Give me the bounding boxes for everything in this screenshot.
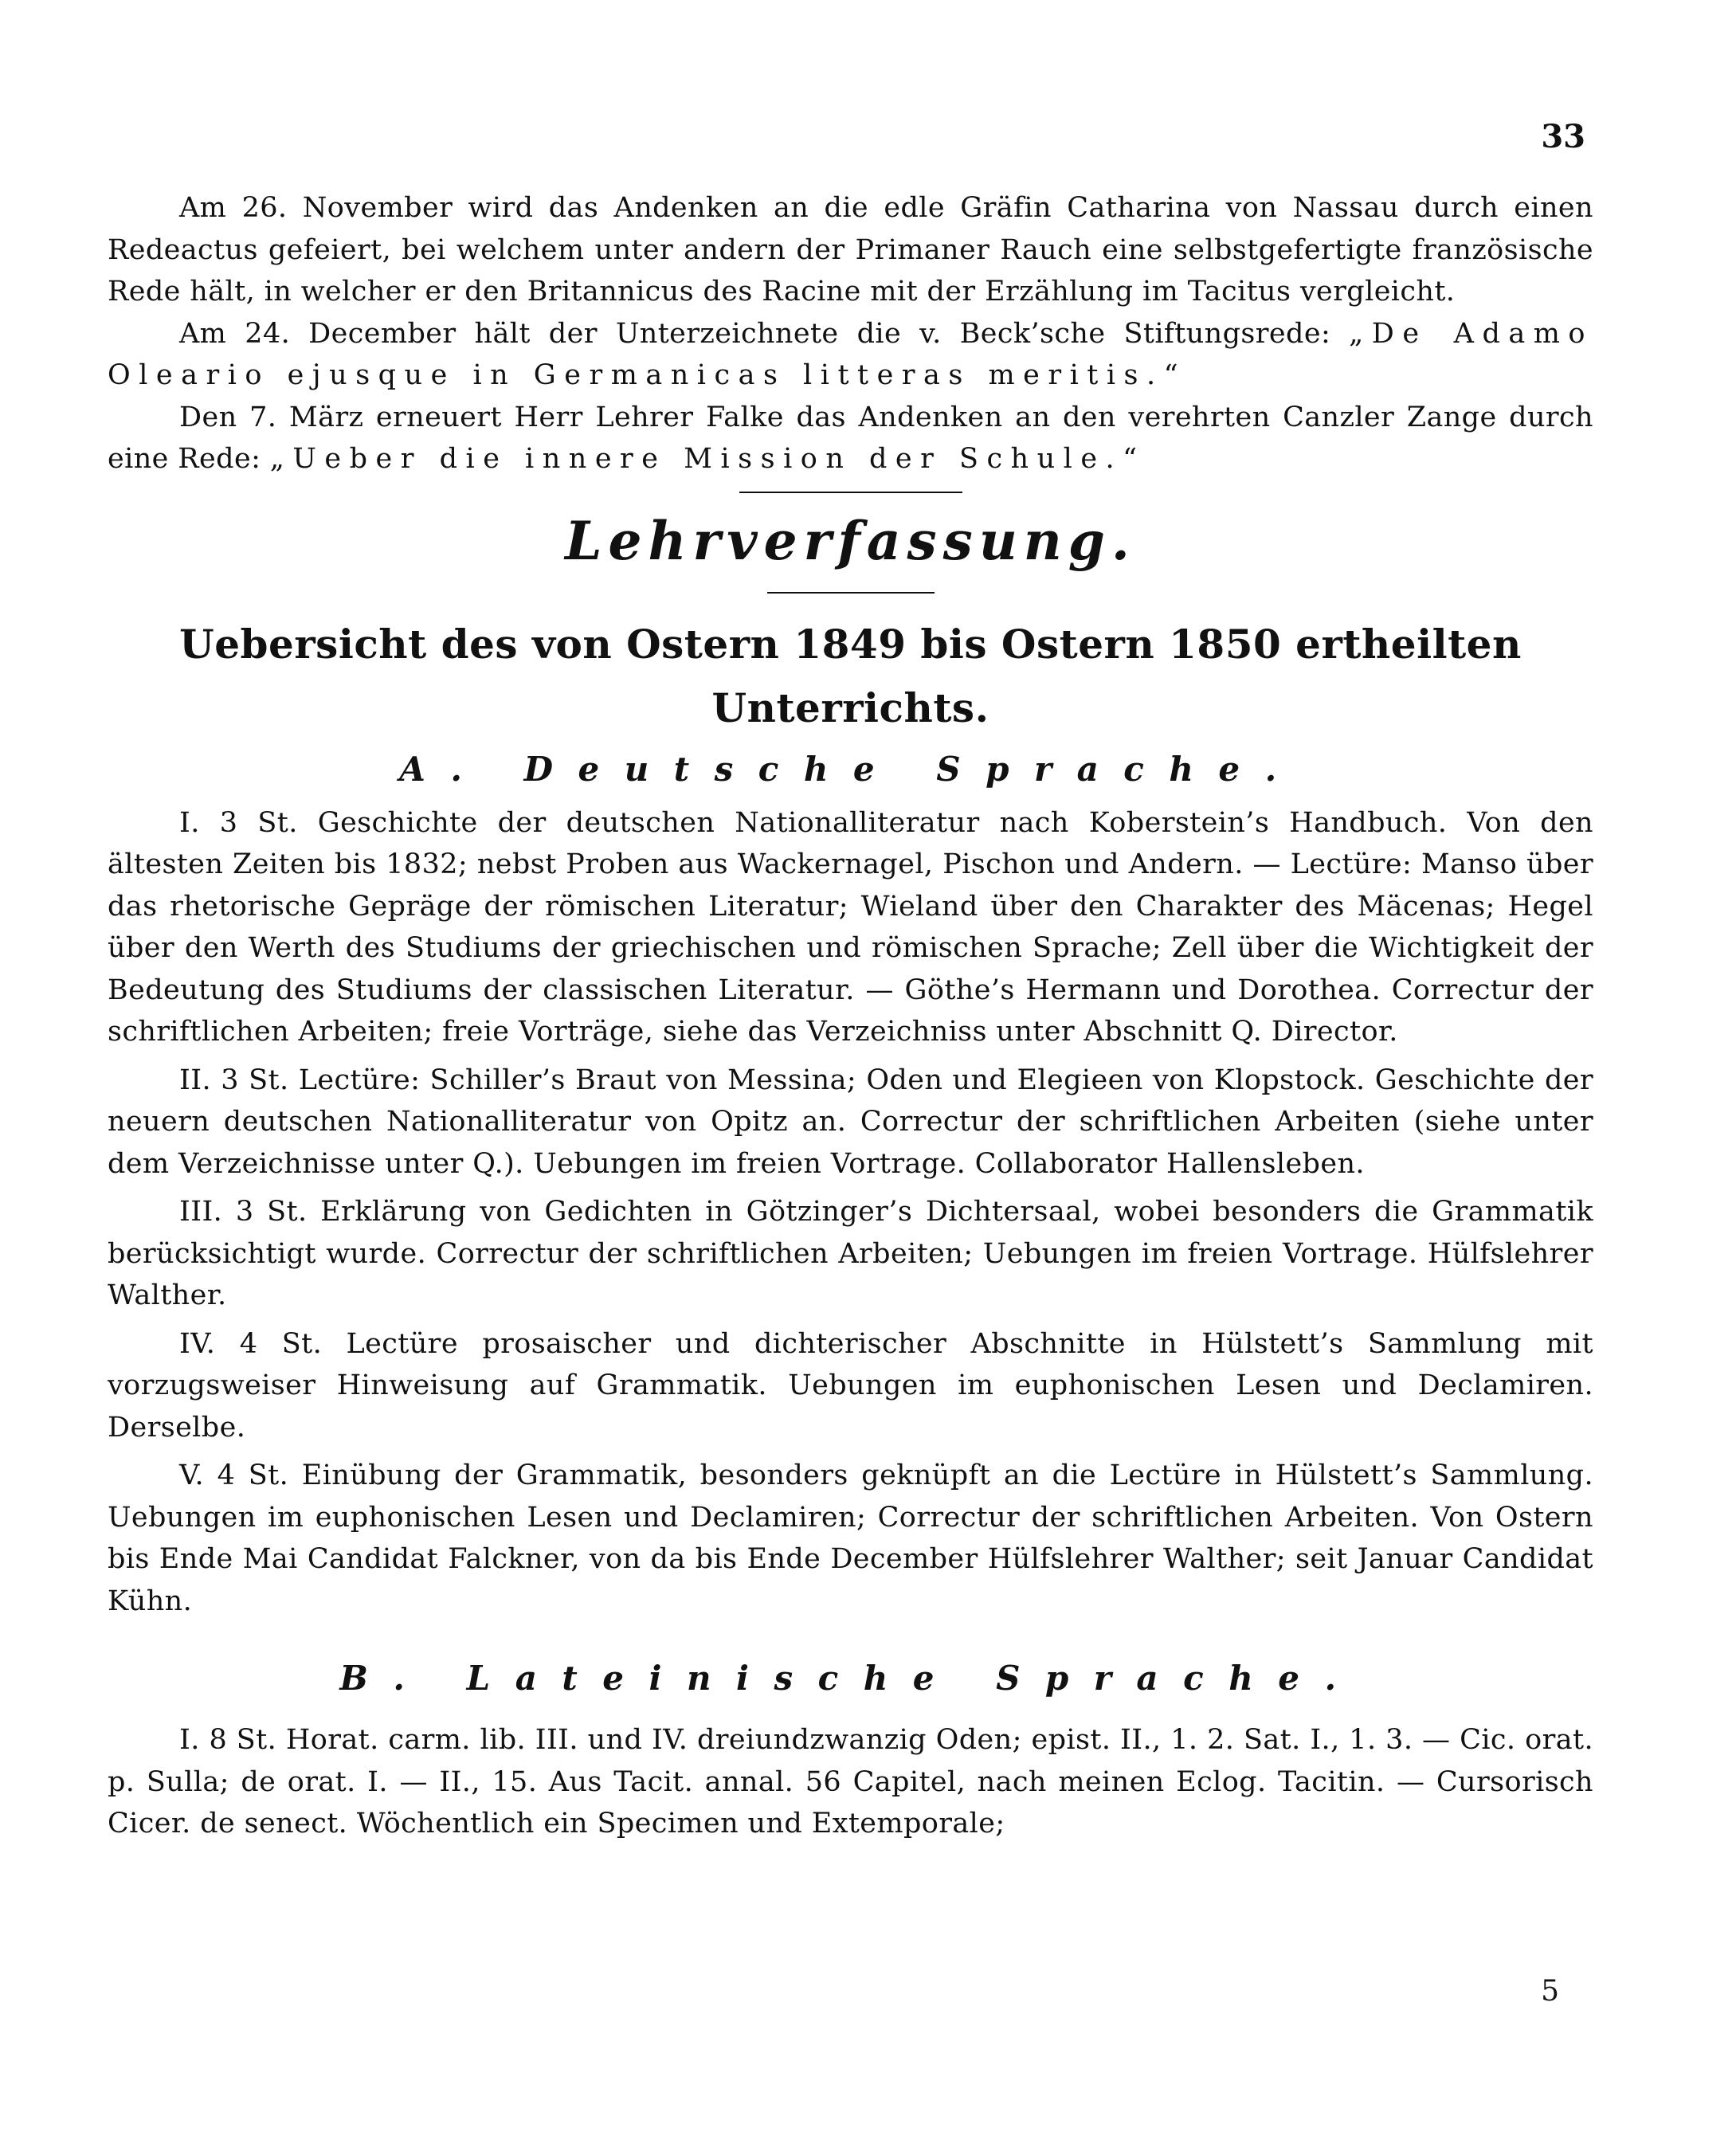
intro-paragraph: Am 24. December hält der Unterzeichnete die v. Beck’sche Stiftungsrede: „De Adamo Oleario ejusque in Germanicas litteras meritis.“ — [108, 317, 1593, 391]
section-a-body — [108, 802, 1593, 1623]
course-paragraph: III. 3 St. Erklärung von Gedichten in Götzinger’s Dichtersaal, wobei besonders die Grammatik berücksichtigt wurde. Correctur der schriftlichen Arbeiten; Uebungen im freien Vortrage. Hülfslehrer Walther. — [108, 1196, 1593, 1311]
course-paragraph: I. 8 St. Horat. carm. lib. III. und IV. dreiundzwanzig Oden; epist. II., 1. 2. Sat. I., 1. 3. — Cic. orat. p. Sulla; de orat. I. — II., 15. Aus Tacit. annal. 56 Capitel, nach meinen Eclog. Tacitin. — Cursorisch Cicer. de senect. Wöchentlich ein Specimen und Extemporale; — [108, 1724, 1593, 1840]
divider-rule — [739, 492, 962, 493]
spaced-title: „De Adamo Oleario ejusque in Germanicas litteras meritis.“ — [108, 317, 1593, 391]
course-paragraph: V. 4 St. Einübung der Grammatik, besonders geknüpft an die Lectüre in Hülstett’s Sammlung. Uebungen im euphonischen Lesen und Declamiren; Correctur der schriftlichen Arbeiten. Von Ostern bis Ende Mai Candidat Falckner, von da bis Ende December Hülfslehrer Walther; seit Januar Candidat Kühn. — [108, 1459, 1593, 1617]
course-paragraph: IV. 4 St. Lectüre prosaischer und dichterischer Abschnitte in Hülstett’s Sammlung mit vorzugsweiser Hinweisung auf Grammatik. Uebungen im euphonischen Lesen und Declamiren. Derselbe. — [108, 1327, 1593, 1444]
page-content — [108, 187, 1593, 1845]
intro-paragraph: Am 26. November wird das Andenken an die edle Gräfin Catharina von Nassau durch einen Redeactus gefeiert, bei welchem unter andern der Primaner Rauch eine selbstgefertigte französische Rede hält, in welcher er den Britannicus des Racine mit der Erzählung im Tacitus vergleicht. — [108, 192, 1593, 308]
intro-paragraph: Den 7. März erneuert Herr Lehrer Falke das Andenken an den verehrten Canzler Zange durch eine Rede: „Ueber die innere Mission der Schule.“ — [108, 401, 1593, 475]
spaced-title: „Ueber die innere Mission der Schule.“ — [269, 443, 1146, 475]
course-paragraph: I. 3 St. Geschichte der deutschen Nationalliteratur nach Koberstein’s Handbuch. Von den ältesten Zeiten bis 1832; nebst Proben aus Wackernagel, Pischon und Andern. — Lectüre: Manso über das rhetorische Gepräge der römischen Literatur; Wieland über den Charakter des Mäcenas; Hegel über den Werth des Studiums der griechischen und römischen Sprache; Zell über die Wichtigkeit der Bedeutung des Studiums der classischen Literatur. — Göthe’s Hermann und Dorothea. Correctur der schriftlichen Arbeiten; freie Vorträge, siehe das Verzeichniss unter Abschnitt Q. Director. — [108, 806, 1593, 1048]
section-heading-a: A. Deutsche Sprache. — [399, 749, 1302, 789]
page-number: 33 — [1541, 118, 1585, 155]
course-paragraph: II. 3 St. Lectüre: Schiller’s Braut von Messina; Oden und Elegieen von Klopstock. Geschichte der neuern deutschen Nationalliteratur von Opitz an. Correctur der schriftlichen Arbeiten (siehe unter dem Verzeichnisse unter Q.). Uebungen im freien Vortrage. Collaborator Hallensleben. — [108, 1064, 1593, 1180]
main-title: Lehrverfassung. — [565, 509, 1136, 572]
divider-rule — [767, 592, 935, 594]
overview-title: Uebersicht des von Ostern 1849 bis Ostern 1850 ertheilten Unterrichts. — [179, 620, 1522, 731]
section-b-body — [108, 1719, 1593, 1845]
signature-mark: 5 — [1541, 1975, 1559, 2008]
section-heading-b: B. Lateinische Sprache. — [339, 1659, 1362, 1698]
intro-section — [108, 187, 1593, 480]
